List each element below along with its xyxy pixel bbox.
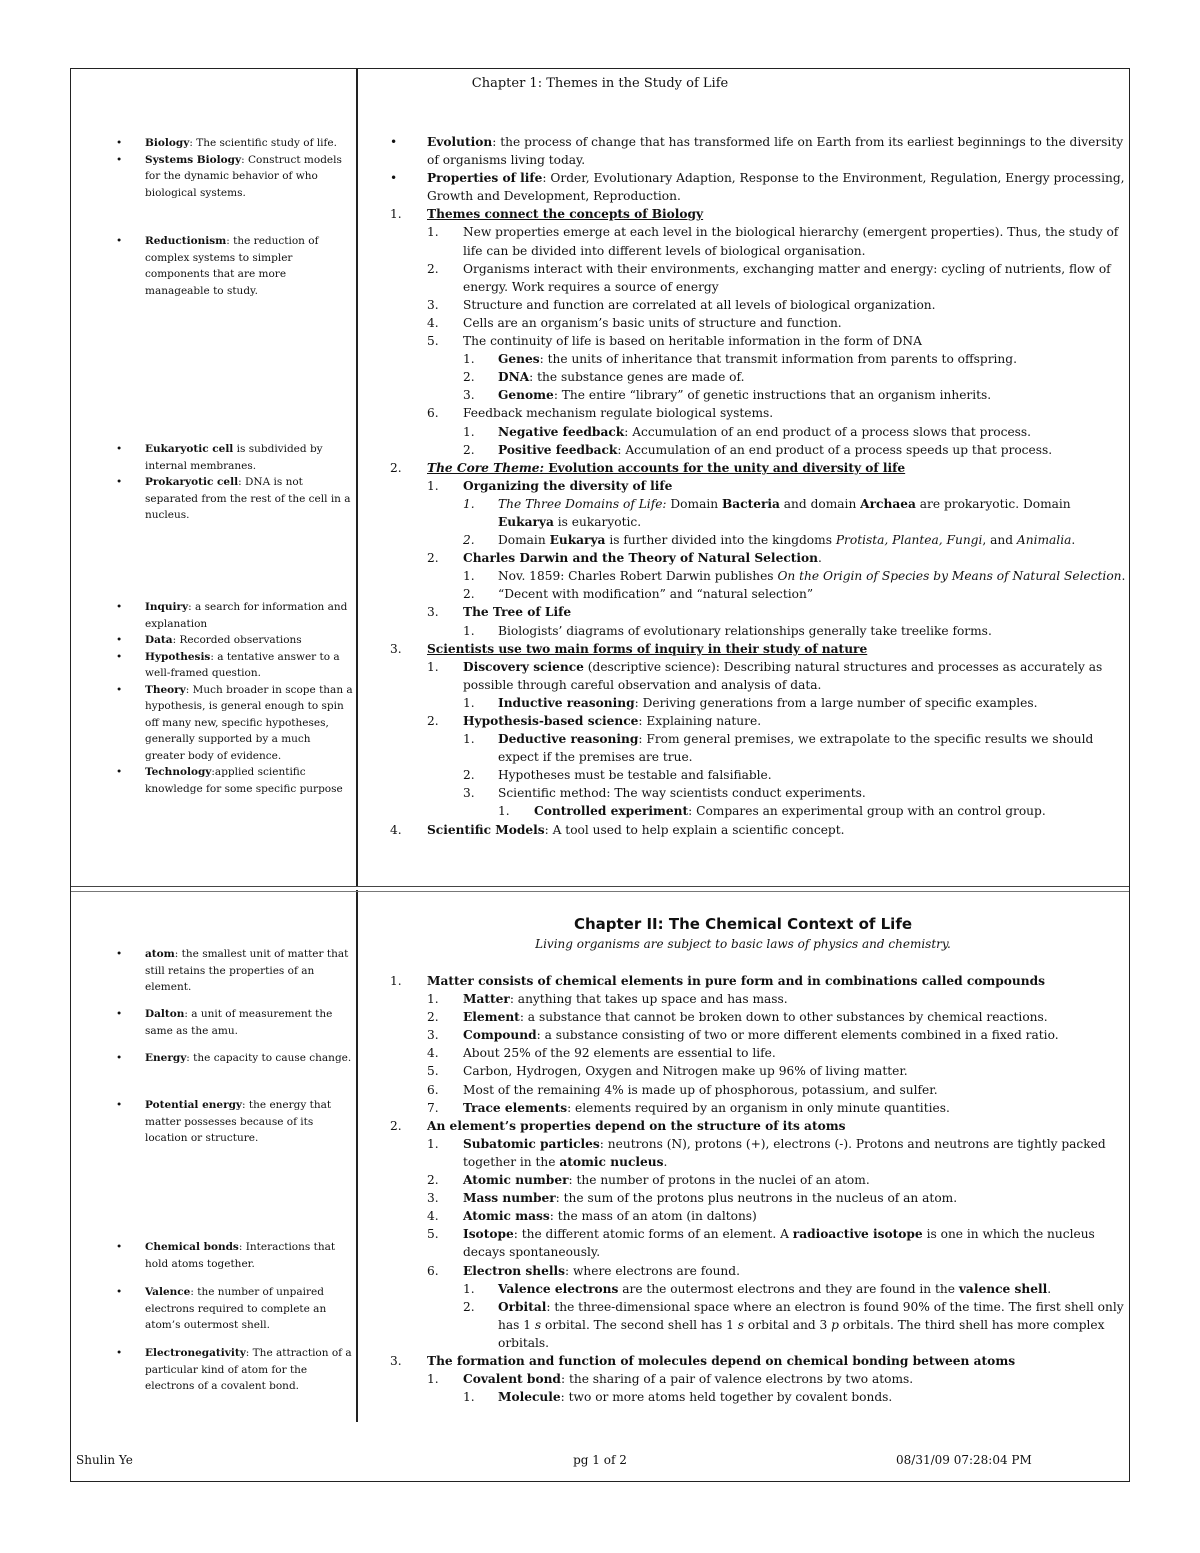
sidebar-group — [116, 1239, 353, 1272]
outline-marker: 5. — [427, 334, 439, 349]
outline-item — [390, 730, 1130, 766]
definition-term: Chemical bonds — [145, 1241, 239, 1253]
sidebar-group — [116, 1097, 353, 1147]
outline-text: The Core Theme: Evolution accounts for the unity and diversity of life — [427, 460, 906, 475]
outline-marker: 1. — [463, 695, 475, 710]
definition-term: atom — [145, 948, 175, 960]
definition-text: : The attraction of a particular kind of atom for the electrons of a covalent bond. — [145, 1347, 352, 1392]
bullet-icon: • — [116, 948, 123, 960]
outline-marker: 2. — [463, 768, 475, 783]
footer-author: Shulin Ye — [76, 1453, 133, 1467]
definition-text: : a unit of measurement the same as the amu. — [145, 1008, 333, 1037]
bullet-icon: • — [116, 153, 123, 166]
sidebar-group — [116, 135, 353, 201]
outline-item — [390, 802, 1130, 820]
outline-marker: 3. — [463, 786, 475, 801]
outline-text: Matter consists of chemical elements in pure form and in combinations called compounds — [427, 974, 1046, 988]
bullet-icon: • — [116, 1286, 123, 1298]
outline-marker: 1. — [463, 424, 475, 439]
sidebar-definition — [116, 764, 353, 797]
sidebar-group — [116, 946, 353, 996]
column-divider-top — [356, 69, 358, 887]
outline-marker: 4. — [390, 822, 402, 837]
definition-term: Biology — [145, 137, 190, 149]
outline-item — [390, 821, 1130, 839]
outline-marker: 6. — [427, 1263, 439, 1278]
outline-marker: 3. — [463, 388, 475, 403]
outline-text: DNA: the substance genes are made of. — [498, 370, 745, 385]
outline-marker: 1. — [390, 974, 402, 988]
outline-text: Genes: the units of inheritance that transmit information from parents to offspring. — [498, 352, 1017, 367]
outline-item — [390, 332, 1130, 350]
outline-marker: 2. — [390, 1118, 402, 1133]
outline-item — [390, 1117, 1130, 1135]
outline-text: Structure and function are correlated at all levels of biological organization. — [463, 297, 936, 312]
outline-item — [390, 260, 1130, 296]
definition-term: Valence — [145, 1286, 191, 1298]
sidebar-definition — [116, 946, 353, 996]
outline-item — [390, 585, 1130, 603]
outline-item — [390, 658, 1130, 694]
outline-text: About 25% of the 92 elements are essential to life. — [463, 1046, 776, 1061]
bullet-icon: • — [116, 235, 123, 247]
bullet-icon: • — [116, 1241, 123, 1253]
outline-item — [390, 205, 1130, 223]
outline-text: Hypothesis-based science: Explaining nature. — [463, 714, 762, 728]
outline-text: Properties of life: Order, Evolutionary Adaption, Response to the Environment, Regulation, Energy processing, Growth and Development, Reproduction. — [427, 171, 1125, 204]
bullet-icon: • — [116, 634, 123, 646]
outline-text: The continuity of life is based on heritable information in the form of DNA — [463, 334, 922, 349]
outline-text: New properties emerge at each level in the biological hierarchy (emergent properties). Thus, the study of life can be divided into different levels of biological organisation. — [463, 225, 1119, 258]
sidebar-group — [116, 599, 353, 797]
outline-text: Domain Eukarya is further divided into the kingdoms Protista, Plantea, Fungi, and Animalia. — [498, 533, 1076, 548]
outline-marker: 1. — [498, 804, 510, 819]
bullet-icon: • — [116, 443, 123, 455]
bullet-icon: • — [116, 1052, 123, 1064]
outline-text: Organizing the diversity of life — [463, 478, 673, 493]
bullet-icon: • — [116, 137, 123, 149]
outline-text: Electron shells: where electrons are found. — [463, 1263, 740, 1278]
outline-marker: 2. — [427, 551, 439, 566]
definition-text: : a search for information and explanation — [145, 601, 348, 630]
sidebar-definition — [116, 632, 353, 649]
definition-term: Energy — [145, 1052, 187, 1064]
outline-marker: 3. — [427, 1191, 439, 1206]
footer-timestamp: 08/31/09 07:28:04 PM — [896, 1453, 1032, 1467]
outline-item — [390, 1026, 1130, 1044]
outline-marker: 3. — [427, 605, 439, 620]
outline-item — [390, 314, 1130, 332]
outline-text: Atomic number: the number of protons in the nuclei of an atom. — [463, 1173, 870, 1188]
sidebar-definition — [116, 599, 353, 632]
outline-text: Matter: anything that takes up space and has mass. — [463, 992, 788, 1007]
outline-marker: 1. — [390, 207, 402, 222]
sidebar-definition — [116, 1284, 353, 1334]
bullet-icon: • — [116, 650, 123, 663]
outline-item — [390, 368, 1130, 386]
outline-marker: 2. — [390, 460, 402, 475]
outline-marker: 5. — [427, 1064, 439, 1079]
outline-item — [390, 441, 1130, 459]
chapter-2-title: Chapter II: The Chemical Context of Life — [573, 915, 913, 933]
outline-marker: 7. — [427, 1100, 439, 1115]
outline-item — [390, 133, 1130, 169]
outline-marker: 4. — [427, 1046, 439, 1061]
outline-marker: 4. — [427, 1209, 439, 1224]
definition-term: Theory — [145, 683, 186, 696]
definition-text: : the reduction of complex systems to simpler components that are more manageable to study. — [145, 235, 319, 297]
outline-text: The formation and function of molecules depend on chemical bonding between atoms — [427, 1353, 1016, 1368]
definition-term: Reductionism — [145, 235, 227, 247]
bullet-icon: • — [116, 601, 123, 613]
outline-text: Scientific Models: A tool used to help explain a scientific concept. — [427, 822, 845, 837]
outline-marker: 1. — [463, 496, 475, 511]
outline-item — [390, 1388, 1130, 1406]
outline-marker: 1. — [427, 1136, 439, 1151]
outline-item — [390, 495, 1130, 531]
sidebar-group — [116, 1006, 353, 1039]
outline-marker: 6. — [427, 1082, 439, 1097]
outline-marker: 2. — [463, 1299, 475, 1314]
outline-marker: 1. — [463, 1390, 475, 1405]
sidebar-definition — [116, 135, 353, 152]
sidebar-definition — [116, 1345, 353, 1395]
outline-text: “Decent with modification” and “natural selection” — [498, 587, 814, 602]
sidebar-definition — [116, 682, 353, 765]
section-separator — [71, 886, 1129, 892]
outline-marker: 4. — [427, 315, 439, 330]
outline-text: Cells are an organism’s basic units of structure and function. — [463, 315, 842, 330]
outline-marker: 3. — [427, 1028, 439, 1043]
outline-item — [390, 386, 1130, 404]
sidebar-group — [116, 1345, 353, 1395]
outline-item — [390, 1081, 1130, 1099]
outline-item — [390, 694, 1130, 712]
sidebar-definition — [116, 233, 353, 299]
definition-text: : The scientific study of life. — [189, 137, 337, 149]
chapter-2-subtitle: Living organisms are subject to basic laws of physics and chemistry. — [535, 937, 951, 951]
outline-text: An element’s properties depend on the structure of its atoms — [427, 1118, 846, 1133]
sidebar-definition — [116, 649, 353, 682]
outline-text: Element: a substance that cannot be broken down to other substances by chemical reactions. — [463, 1010, 1048, 1025]
bullet-icon: • — [116, 766, 123, 778]
outline-item — [390, 603, 1130, 621]
definition-text: : the capacity to cause change. — [186, 1052, 352, 1064]
outline-text: Subatomic particles: neutrons (N), protons (+), electrons (-). Protons and neutrons are tightly packed together in the atomic nucleus. — [463, 1136, 1106, 1169]
outline-item — [390, 972, 1130, 990]
sidebar-group — [116, 1284, 353, 1334]
sidebar-definition — [116, 474, 353, 524]
outline-text: Discovery science (descriptive science): Describing natural structures and processes as accurately as possible through careful observation and analysis of data. — [463, 659, 1103, 692]
definition-text: is subdivided by internal membranes. — [145, 443, 323, 472]
outline-item — [390, 1207, 1130, 1225]
outline-item — [390, 567, 1130, 585]
chapter-1-title: Chapter 1: Themes in the Study of Life — [471, 76, 729, 91]
definition-text: : a tentative answer to a well-framed question. — [145, 650, 340, 679]
outline-text: Carbon, Hydrogen, Oxygen and Nitrogen make up 96% of living matter. — [463, 1064, 908, 1079]
outline-marker: 1. — [427, 225, 439, 240]
outline-item — [390, 1099, 1130, 1117]
definition-text: : DNA is not separated from the rest of the cell in a nucleus. — [145, 476, 351, 521]
bullet-icon: • — [116, 1008, 123, 1020]
outline-text: Most of the remaining 4% is made up of phosphorous, potassium, and sulfer. — [463, 1082, 938, 1097]
outline-item — [390, 1062, 1130, 1080]
outline-item — [390, 423, 1130, 441]
definition-text: : the number of unpaired electrons required to complete an atom’s outermost shell. — [145, 1286, 327, 1331]
outline-item — [390, 1171, 1130, 1189]
bullet-icon: • — [116, 1099, 123, 1111]
outline-item — [390, 990, 1130, 1008]
outline-marker: 2. — [427, 1173, 439, 1188]
outline-item — [390, 169, 1130, 205]
bullet-icon: • — [116, 683, 123, 696]
definition-term: Electronegativity — [145, 1347, 246, 1359]
outline-text: Negative feedback: Accumulation of an end product of a process slows that process. — [498, 424, 1032, 439]
definition-term: Hypothesis — [145, 650, 211, 663]
outline-item — [390, 531, 1130, 549]
outline-marker: 3. — [390, 641, 402, 656]
outline-text: The Three Domains of Life: Domain Bacteria and domain Archaea are prokaryotic. Domain Eukarya is eukaryotic. — [498, 496, 1071, 529]
outline-marker: 2. — [463, 533, 475, 548]
outline-text: Trace elements: elements required by an organism in only minute quantities. — [463, 1100, 950, 1115]
outline-item — [390, 223, 1130, 259]
chapter-2-notes — [390, 972, 1130, 1406]
definition-term: Dalton — [145, 1008, 185, 1020]
sidebar-definition — [116, 1050, 353, 1067]
outline-item — [390, 712, 1130, 730]
outline-text: Orbital: the three-dimensional space where an electron is found 90% of the time. The first shell only has 1 s orbital. The second shell has 1 s orbital and 3 p orbitals. The third shell has more complex orbitals. — [498, 1299, 1124, 1350]
definition-term: Data — [145, 634, 173, 646]
outline-text: Atomic mass: the mass of an atom (in daltons) — [463, 1209, 757, 1224]
outline-marker: • — [390, 171, 398, 186]
outline-marker: 1. — [463, 352, 475, 367]
definition-term: Eukaryotic cell — [145, 443, 234, 455]
outline-text: Isotope: the different atomic forms of an element. A radioactive isotope is one in which the nucleus decays spontaneously. — [463, 1227, 1095, 1260]
sidebar-group — [116, 441, 353, 524]
definition-text: :applied scientific knowledge for some specific purpose — [145, 766, 343, 795]
outline-marker: 2. — [427, 1010, 439, 1025]
definition-text: : the energy that matter possesses because of its location or structure. — [145, 1099, 332, 1144]
definition-term: Prokaryotic cell — [145, 476, 239, 488]
outline-marker: 1. — [463, 1281, 475, 1296]
outline-text: Biologists’ diagrams of evolutionary relationships generally take treelike forms. — [498, 623, 992, 638]
outline-marker: 2. — [427, 261, 439, 276]
definition-term: Technology — [145, 766, 212, 778]
outline-text: Genome: The entire “library” of genetic instructions that an organism inherits. — [498, 388, 992, 403]
outline-item — [390, 1008, 1130, 1026]
outline-marker: 1. — [427, 478, 439, 493]
outline-marker: 6. — [427, 406, 439, 421]
outline-text: Nov. 1859: Charles Robert Darwin publishes On the Origin of Species by Means of Natural Selection. — [498, 569, 1126, 584]
outline-item — [390, 1298, 1130, 1352]
outline-text: Controlled experiment: Compares an experimental group with an control group. — [534, 804, 1046, 819]
sidebar-definition — [116, 1239, 353, 1272]
outline-marker: 1. — [463, 623, 475, 638]
outline-item — [390, 459, 1130, 477]
outline-text: Themes connect the concepts of Biology — [427, 207, 704, 222]
outline-marker: 1. — [427, 659, 439, 674]
sidebar-group — [116, 233, 353, 299]
bullet-icon: • — [116, 476, 123, 488]
outline-item — [390, 1044, 1130, 1062]
sidebar-group — [116, 1050, 353, 1067]
outline-marker: 1. — [463, 569, 475, 584]
outline-text: Compound: a substance consisting of two or more different elements combined in a fixed ratio. — [463, 1028, 1059, 1043]
sidebar-definition — [116, 441, 353, 474]
outline-text: Covalent bond: the sharing of a pair of valence electrons by two atoms. — [463, 1372, 914, 1387]
outline-item — [390, 1135, 1130, 1171]
definition-term: Inquiry — [145, 601, 189, 613]
footer-page-number: pg 1 of 2 — [573, 1453, 627, 1467]
outline-text: Charles Darwin and the Theory of Natural Selection. — [463, 551, 822, 566]
outline-text: The Tree of Life — [463, 605, 572, 620]
outline-item — [390, 350, 1130, 368]
column-divider-bottom — [356, 890, 358, 1422]
outline-text: Deductive reasoning: From general premises, we extrapolate to the specific results we should expect if the premises are true. — [498, 732, 1094, 765]
outline-text: Mass number: the sum of the protons plus neutrons in the nucleus of an atom. — [463, 1191, 958, 1206]
outline-marker: 1. — [427, 1372, 439, 1387]
outline-item — [390, 1189, 1130, 1207]
definition-term: Systems Biology — [145, 153, 242, 166]
outline-text: Organisms interact with their environments, exchanging matter and energy: cycling of nutrients, flow of energy. Work requires a source of energy — [463, 261, 1111, 294]
outline-item — [390, 1352, 1130, 1370]
outline-marker: 3. — [427, 297, 439, 312]
outline-item — [390, 622, 1130, 640]
outline-text: Molecule: two or more atoms held together by covalent bonds. — [498, 1390, 893, 1405]
outline-item — [390, 549, 1130, 567]
outline-text: Evolution: the process of change that has transformed life on Earth from its earliest beginnings to the diversity of organisms living today. — [427, 135, 1124, 168]
outline-item — [390, 404, 1130, 422]
outline-item — [390, 766, 1130, 784]
outline-marker: 2. — [463, 370, 475, 385]
outline-text: Positive feedback: Accumulation of an end product of a process speeds up that process. — [498, 442, 1053, 457]
outline-item — [390, 296, 1130, 314]
outline-text: Inductive reasoning: Deriving generations from a large number of specific examples. — [498, 695, 1038, 710]
definition-term: Potential energy — [145, 1099, 243, 1111]
definition-text: : Construct models for the dynamic behavior of who biological systems. — [145, 153, 342, 199]
outline-text: Scientists use two main forms of inquiry in their study of nature — [427, 641, 868, 656]
outline-marker: 1. — [427, 992, 439, 1007]
sidebar-definition — [116, 1006, 353, 1039]
bullet-icon: • — [116, 1347, 123, 1359]
sidebar-definition — [116, 152, 353, 202]
outline-text: Feedback mechanism regulate biological systems. — [463, 406, 774, 421]
sidebar-definition — [116, 1097, 353, 1147]
definition-text: : Much broader in scope than a hypothesis, is general enough to spin off many new, specific hypotheses, generally supported by a much greater body of evidence. — [145, 683, 353, 762]
outline-marker: 2. — [463, 587, 475, 602]
outline-item — [390, 477, 1130, 495]
definition-text: : the smallest unit of matter that still retains the properties of an element. — [145, 948, 349, 993]
outline-text: Valence electrons are the outermost electrons and they are found in the valence shell. — [498, 1281, 1052, 1296]
outline-marker: • — [390, 135, 398, 149]
chapter-1-notes — [390, 133, 1130, 839]
outline-marker: 5. — [427, 1227, 439, 1242]
definition-text: : Interactions that hold atoms together. — [145, 1241, 336, 1270]
outline-item — [390, 1225, 1130, 1261]
outline-item — [390, 1280, 1130, 1298]
outline-item — [390, 784, 1130, 802]
outline-text: Hypotheses must be testable and falsifiable. — [498, 768, 772, 783]
outline-marker: 2. — [427, 714, 439, 728]
outline-text: Scientific method: The way scientists conduct experiments. — [498, 786, 866, 801]
outline-item — [390, 1370, 1130, 1388]
outline-marker: 3. — [390, 1353, 402, 1368]
outline-marker: 2. — [463, 442, 475, 457]
definition-text: : Recorded observations — [172, 634, 302, 646]
outline-item — [390, 1262, 1130, 1280]
outline-item — [390, 640, 1130, 658]
outline-marker: 1. — [463, 732, 475, 747]
